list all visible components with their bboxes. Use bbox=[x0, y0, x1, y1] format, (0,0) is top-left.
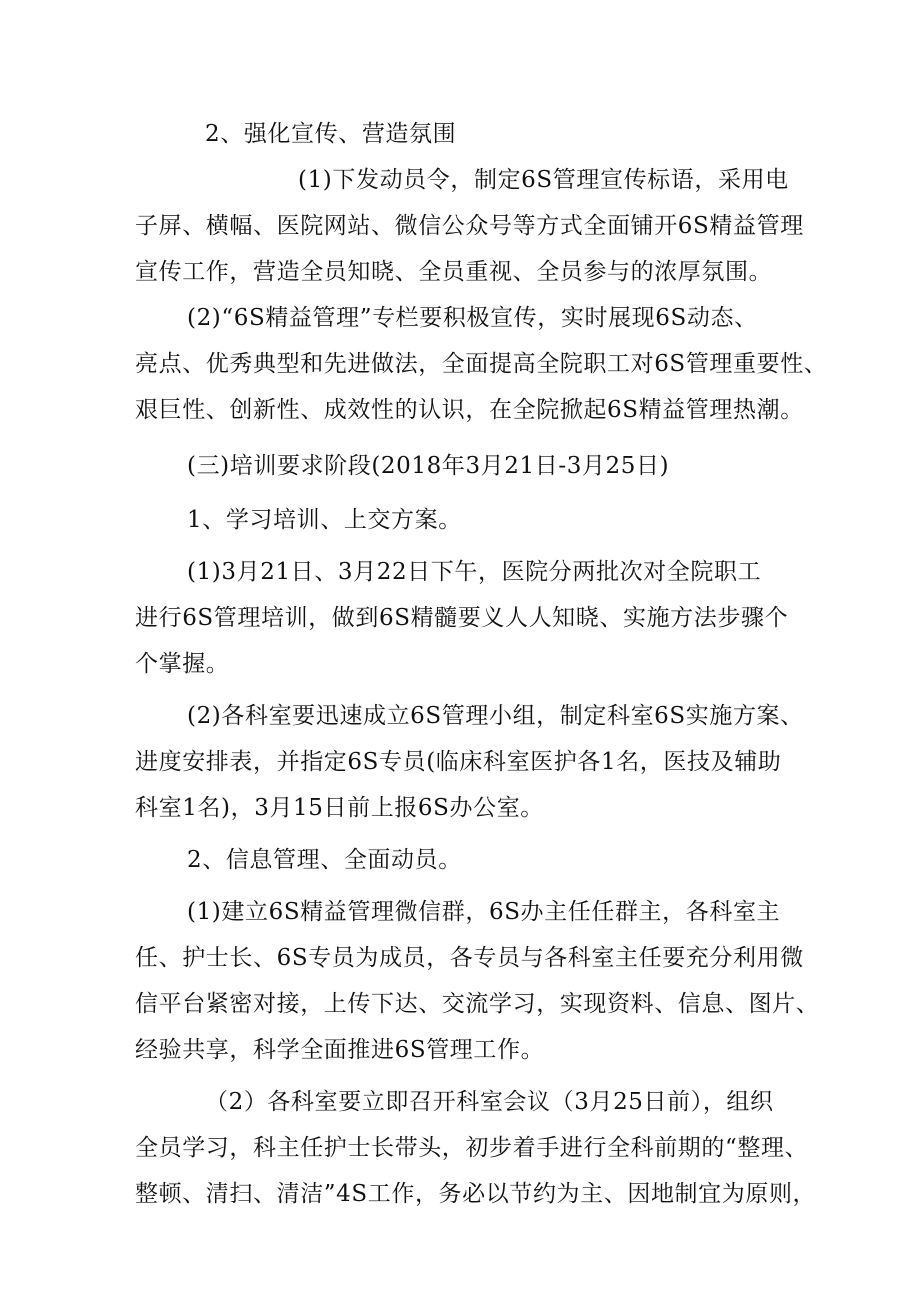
paragraph-line: 进行6S管理培训，做到6S精髓要义人人知晓、实施方法步骤个 bbox=[135, 605, 789, 631]
paragraph-line: (1)3月21日、3月22日下午，医院分两批次对全院职工 bbox=[187, 559, 762, 585]
heading-publicity: 2、强化宣传、营造氛围 bbox=[205, 121, 457, 147]
paragraph-line: （2）各科室要立即召开科室会议（3月25日前），组织 bbox=[205, 1089, 774, 1115]
paragraph-line: 整顿、清扫、清洁”4S工作，务必以节约为主、因地制宜为原则， bbox=[135, 1181, 817, 1207]
paragraph-line: 个掌握。 bbox=[135, 651, 230, 677]
paragraph-line: 信平台紧密对接，上传下达、交流学习，实现资料、信息、图片、 bbox=[135, 991, 820, 1017]
paragraph-line: 进度安排表，并指定6S专员(临床科室医护各1名，医技及辅助 bbox=[135, 749, 782, 775]
paragraph-line: 任、护士长、6S专员为成员，各专员与各科室主任要充分利用微 bbox=[135, 945, 804, 971]
section-heading-training: (三)培训要求阶段(2018年3月21日-3月25日) bbox=[187, 453, 670, 479]
paragraph-line: (2)各科室要迅速成立6S管理小组，制定科室6S实施方案、 bbox=[187, 703, 804, 729]
paragraph-line: 亮点、优秀典型和先进做法，全面提高全院职工对6S管理重要性、 bbox=[135, 351, 828, 377]
paragraph-line: (1)建立6S精益管理微信群，6S办主任任群主，各科室主 bbox=[187, 899, 781, 925]
paragraph-line: (2)“6S精益管理”专栏要积极宣传，实时展现6S动态、 bbox=[187, 305, 758, 331]
heading-info-management: 2、信息管理、全面动员。 bbox=[187, 847, 462, 873]
paragraph-line: 子屏、横幅、医院网站、微信公众号等方式全面铺开6S精益管理 bbox=[135, 213, 804, 239]
paragraph-line: 全员学习，科主任护士长带头，初步着手进行全科前期的“整理、 bbox=[135, 1135, 809, 1161]
paragraph-line: 宣传工作，营造全员知晓、全员重视、全员参与的浓厚氛围。 bbox=[135, 259, 773, 285]
heading-study-training: 1、学习培训、上交方案。 bbox=[187, 507, 462, 533]
paragraph-line: 科室1名)，3月15日前上报6S办公室。 bbox=[135, 795, 544, 821]
paragraph-line: 经验共享，科学全面推进6S管理工作。 bbox=[135, 1037, 545, 1063]
paragraph-line: 艰巨性、创新性、成效性的认识，在全院掀起6S精益管理热潮。 bbox=[135, 397, 804, 423]
paragraph-line: (1)下发动员令，制定6S管理宣传标语，采用电 bbox=[298, 167, 789, 193]
